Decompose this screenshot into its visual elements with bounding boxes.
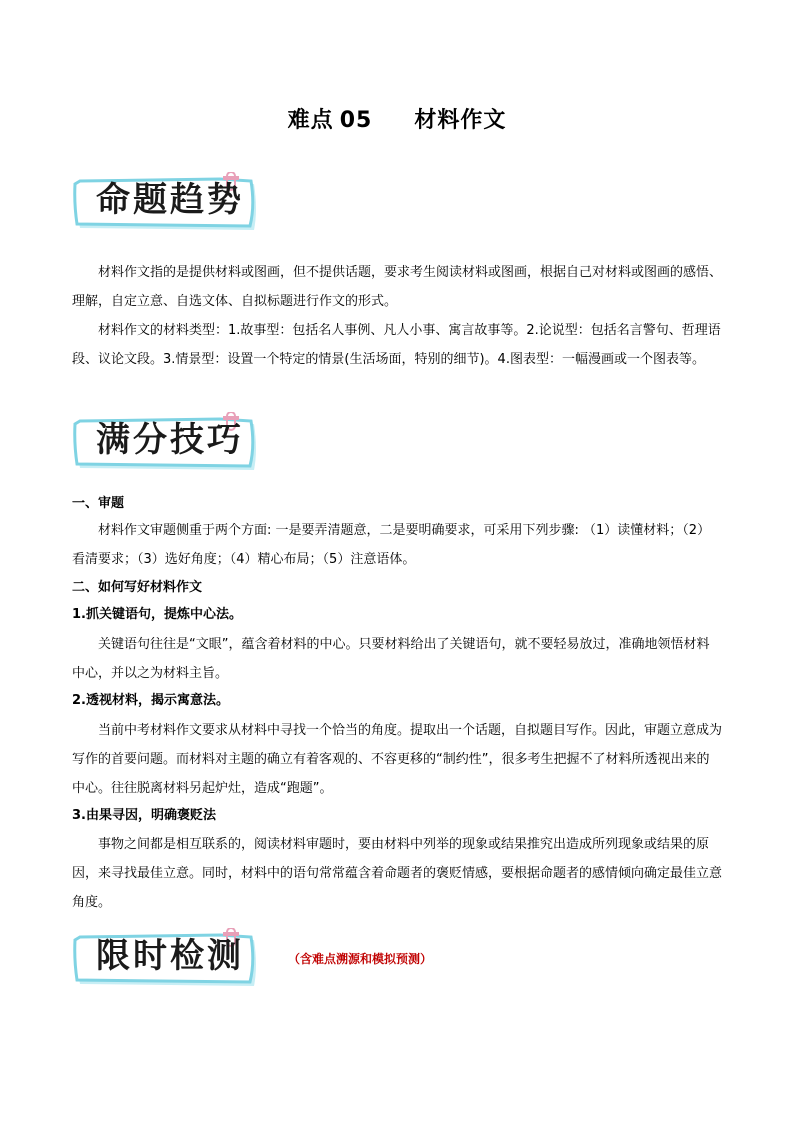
- trend-paragraph-1: 材料作文指的是提供材料或图画，但不提供话题，要求考生阅读材料或图画，根据自己对材料或图画的感悟、理解，自定立意、自选文体、自拟标题进行作文的形式。: [72, 265, 723, 309]
- skills-heading-1: 一、审题: [72, 496, 125, 511]
- title-prefix: 难点: [287, 108, 334, 133]
- skills-paragraph-4: 当前中考材料作文要求从材料中寻找一个恰当的角度。提取出一个话题，自拟题目写作。因此，审题立意成为写作的首要问题。而材料对主题的确立有着客观的、不容更移的“制约性”，很多考生把握不了材料所透视出来的中心。往往脱离材料另起炉灶，造成“跑题”。: [72, 723, 723, 796]
- skills-paragraph-3: 关键语句往往是“文眼”，蕴含着材料的中心。只要材料给出了关键语句，就不要轻易放过，准确地领悟材料中心，并以之为材料主旨。: [72, 637, 710, 681]
- section-banner-skills: [72, 412, 264, 470]
- section-banner-trend: [72, 172, 264, 230]
- test-note: （含难点溯源和模拟预测）: [288, 952, 433, 966]
- title-topic: 材料作文: [414, 108, 507, 133]
- section-label-skills: 满分技巧: [96, 420, 244, 460]
- title-number: 05: [339, 108, 373, 133]
- skills-paragraph-5: 事物之间都是相互联系的，阅读材料审题时，要由材料中列举的现象或结果推究出造成所列现象或结果的原因，来寻找最佳立意。同时，材料中的语句常常蕴含着命题者的褒贬情感，要根据命题者的感情倾向确定最佳立意角度。: [72, 837, 723, 910]
- skills-heading-5: 3.由果寻因，明确褒贬法: [72, 808, 216, 823]
- skills-heading-4: 2.透视材料，揭示寓意法。: [72, 693, 229, 708]
- section-label-test: 限时检测: [96, 936, 244, 976]
- trend-paragraph-2: 材料作文的材料类型：1.故事型：包括名人事例、凡人小事、寓言故事等。2.论说型：包括名言警句、哲理语段、议论文段。3.情景型：设置一个特定的情景(生活场面，特别的细节)。4.图表型：一幅漫画或一个图表等。: [72, 323, 721, 367]
- skills-heading-3: 1.抓关键语句，提炼中心法。: [72, 607, 242, 622]
- section-label-trend: 命题趋势: [96, 180, 244, 220]
- skills-heading-2: 二、如何写好材料作文: [72, 580, 203, 595]
- skills-paragraph-1: 材料作文审题侧重于两个方面: 一是要弄清题意，二是要明确要求，可采用下列步骤: （1）读懂材料；（2）看清要求；（3）选好角度；（4）精心布局；（5）注意语体。: [72, 523, 711, 567]
- section-banner-test: [72, 928, 264, 986]
- page-title: [0, 103, 794, 134]
